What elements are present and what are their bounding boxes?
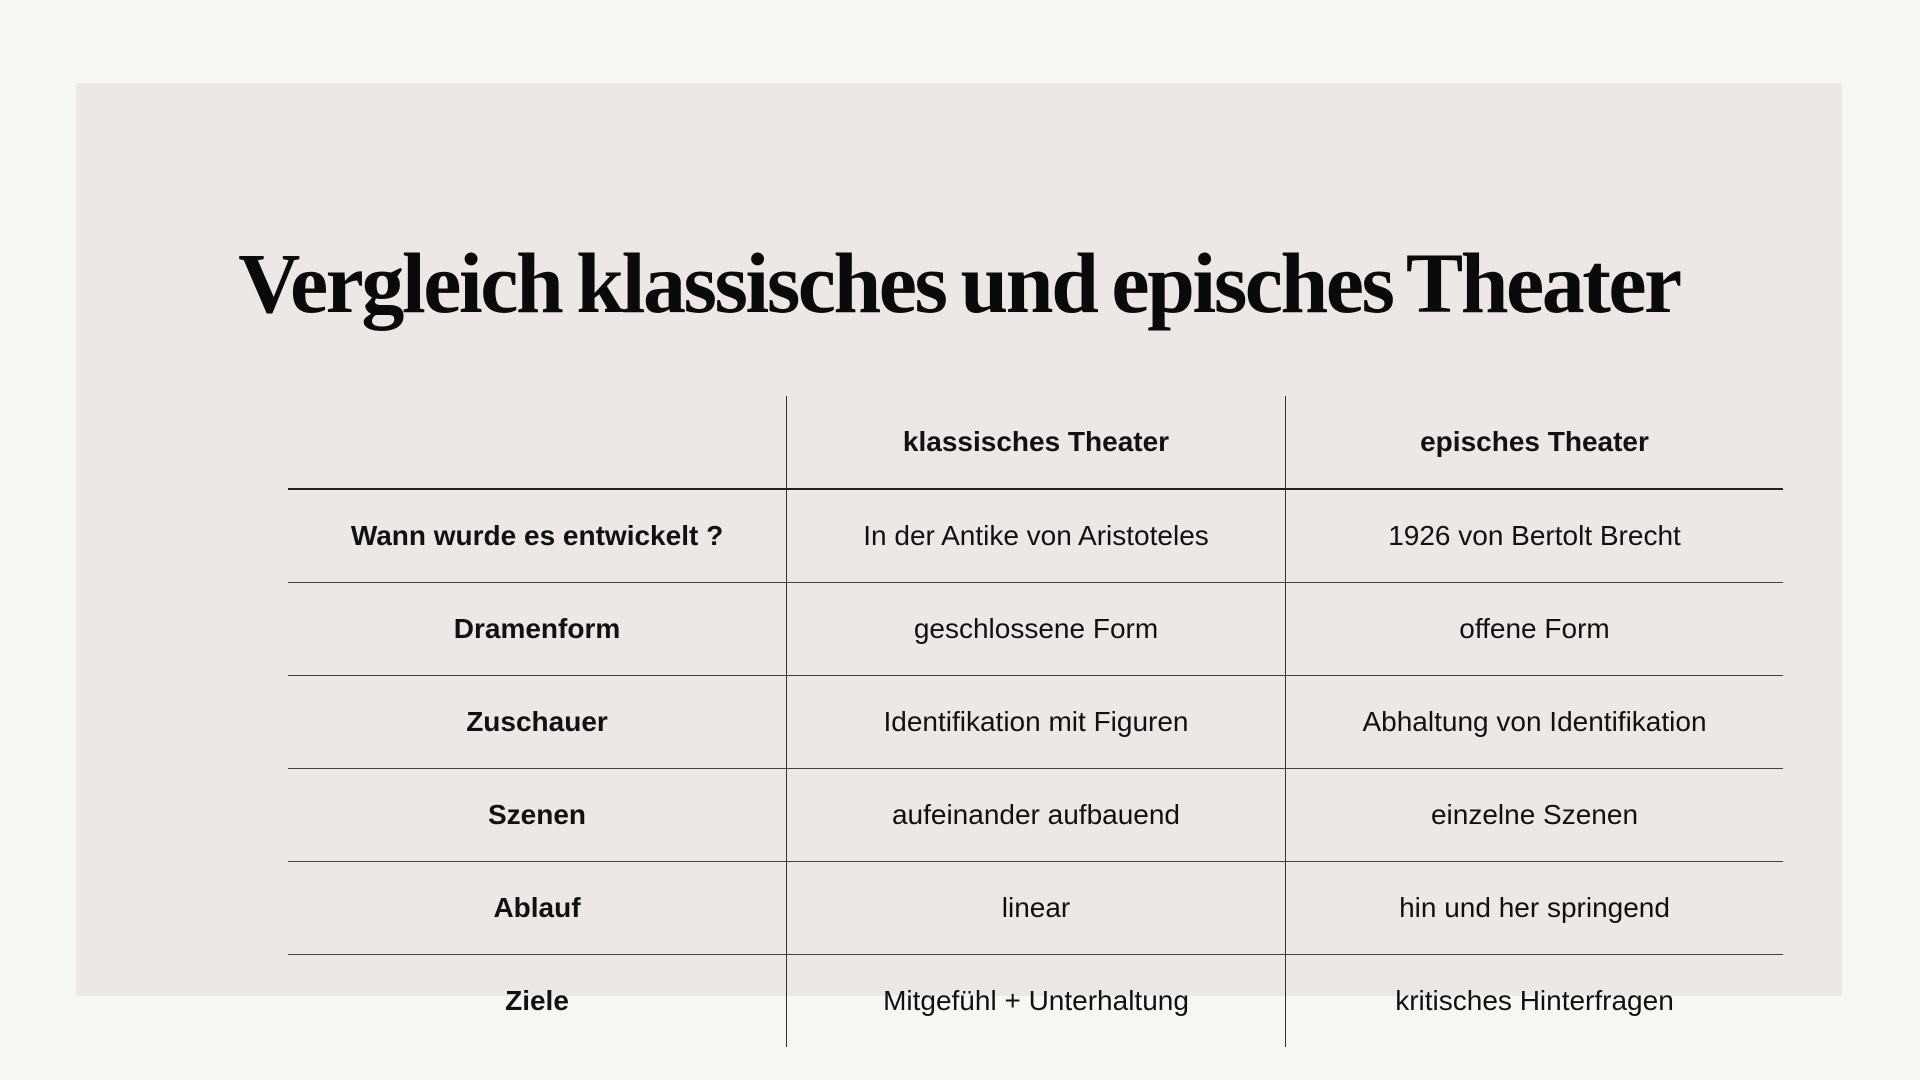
row-label: Szenen [487,799,587,830]
cell-episches: einzelne Szenen [1286,769,1784,862]
header-episches: episches Theater [1286,396,1784,489]
header-klassisches: klassisches Theater [787,396,1286,489]
row-label: Zuschauer [466,706,608,737]
cell-klassisches: Mitgefühl + Unterhaltung [787,955,1286,1048]
slide-card [76,83,1842,1016]
table-row [288,583,1783,676]
cell-episches: 1926 von Bertolt Brecht [1286,489,1784,583]
cell-klassisches: Identifikation mit Figuren [787,676,1286,769]
cell-klassisches: geschlossene Form [787,583,1286,676]
header-empty [288,396,787,489]
table-row [288,955,1783,1048]
cell-klassisches: In der Antike von Aristoteles [787,489,1286,583]
row-label: Ziele [505,985,569,1016]
table-row [288,676,1783,769]
row-label: Dramenform [453,613,621,644]
slide-title: Vergleich klassisches und episches Theater [238,235,1680,331]
cell-episches: kritisches Hinterfragen [1286,955,1784,1048]
cell-klassisches: aufeinander aufbauend [787,769,1286,862]
cell-episches: offene Form [1286,583,1784,676]
cell-episches: Abhaltung von Identifikation [1286,676,1784,769]
table-header-row [288,396,1783,489]
row-label: Wann wurde es entwickelt ? [350,520,724,551]
table-row [288,769,1783,862]
row-label: Ablauf [493,892,581,923]
comparison-table [288,396,1783,1047]
cell-klassisches: linear [787,862,1286,955]
cell-episches: hin und her springend [1286,862,1784,955]
table-row [288,862,1783,955]
table-row [288,489,1783,583]
